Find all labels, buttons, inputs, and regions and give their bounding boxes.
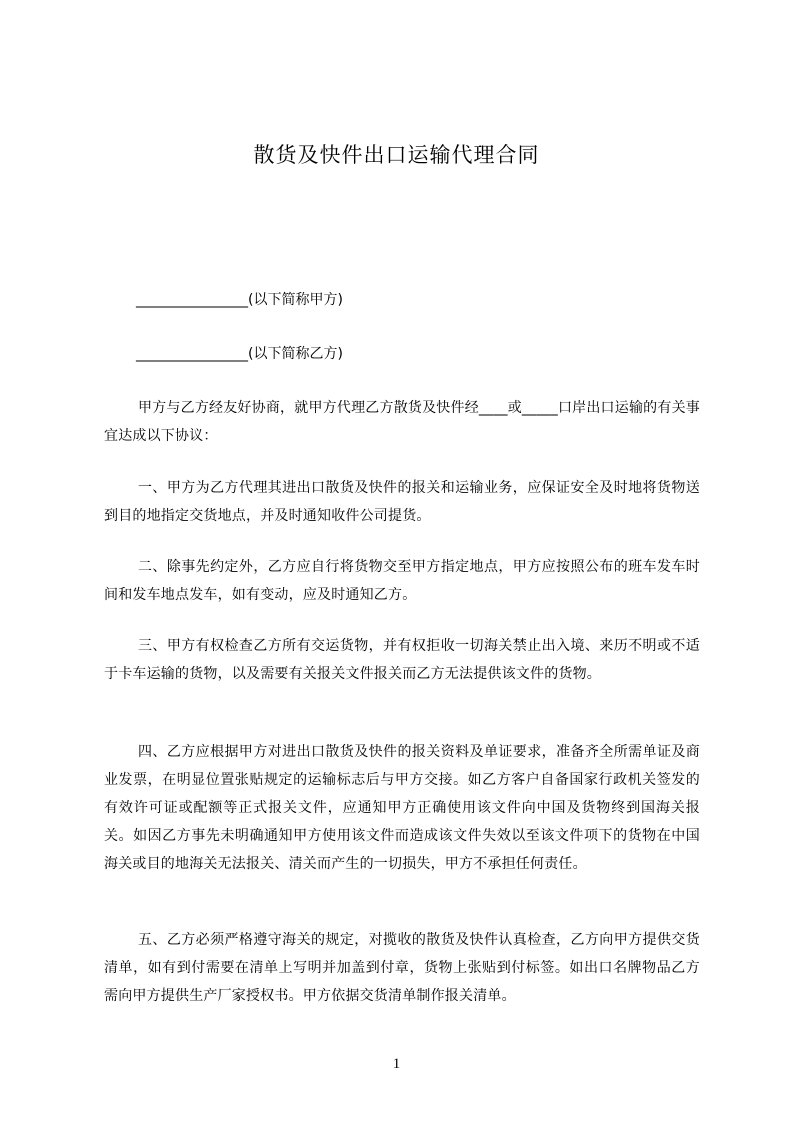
party-a-line: ________________(以下简称甲方) [136, 292, 343, 308]
clause-4: 四、乙方应根据甲方对进出口散货及快件的报关资料及单证要求，准备齐全所需单证及商业发票，在明显位置张贴规定的运输标志后与甲方交接。如乙方客户自备国家行政机关签发的有效许可证或配额等正式报关文件，应通知甲方正确使用该文件向中国及货物终到国海关报关。如因乙方事先未明确通知甲方使用该文件而造成该文件失效以至该文件项下的货物在中国海关或目的地海关无法报关、清关而产生的一切损失，甲方不承担任何责任。 [104, 744, 700, 872]
clause-5: 五、乙方必须严格遵守海关的规定，对揽收的散货及快件认真检查，乙方向甲方提供交货清单，如有到付需要在清单上写明并加盖到付章，货物上张贴到付标签。如出口名牌物品乙方需向甲方提供生产厂家授权书。甲方依据交货清单制作报关清单。 [104, 932, 700, 1004]
document-title: 散货及快件出口运输代理合同 [253, 143, 540, 167]
clause-2: 二、除事先约定外，乙方应自行将货物交至甲方指定地点，甲方应按照公布的班车发车时间和发车地点发车，如有变动，应及时通知乙方。 [104, 559, 700, 603]
party-b-line: ________________(以下简称乙方) [136, 346, 343, 362]
clause-3: 三、甲方有权检查乙方所有交运货物，并有权拒收一切海关禁止出入境、来历不明或不适于卡车运输的货物，以及需要有关报关文件报关而乙方无法提供该文件的货物。 [104, 638, 700, 682]
intro-paragraph: 甲方与乙方经友好协商，就甲方代理乙方散货及快件经____或_____口岸出口运输的有关事宜达成以下协议： [104, 400, 700, 444]
page-number: 1 [392, 1056, 401, 1072]
clause-1: 一、甲方为乙方代理其进出口散货及快件的报关和运输业务，应保证安全及时地将货物送到目的地指定交货地点，并及时通知收件公司提货。 [104, 480, 700, 524]
